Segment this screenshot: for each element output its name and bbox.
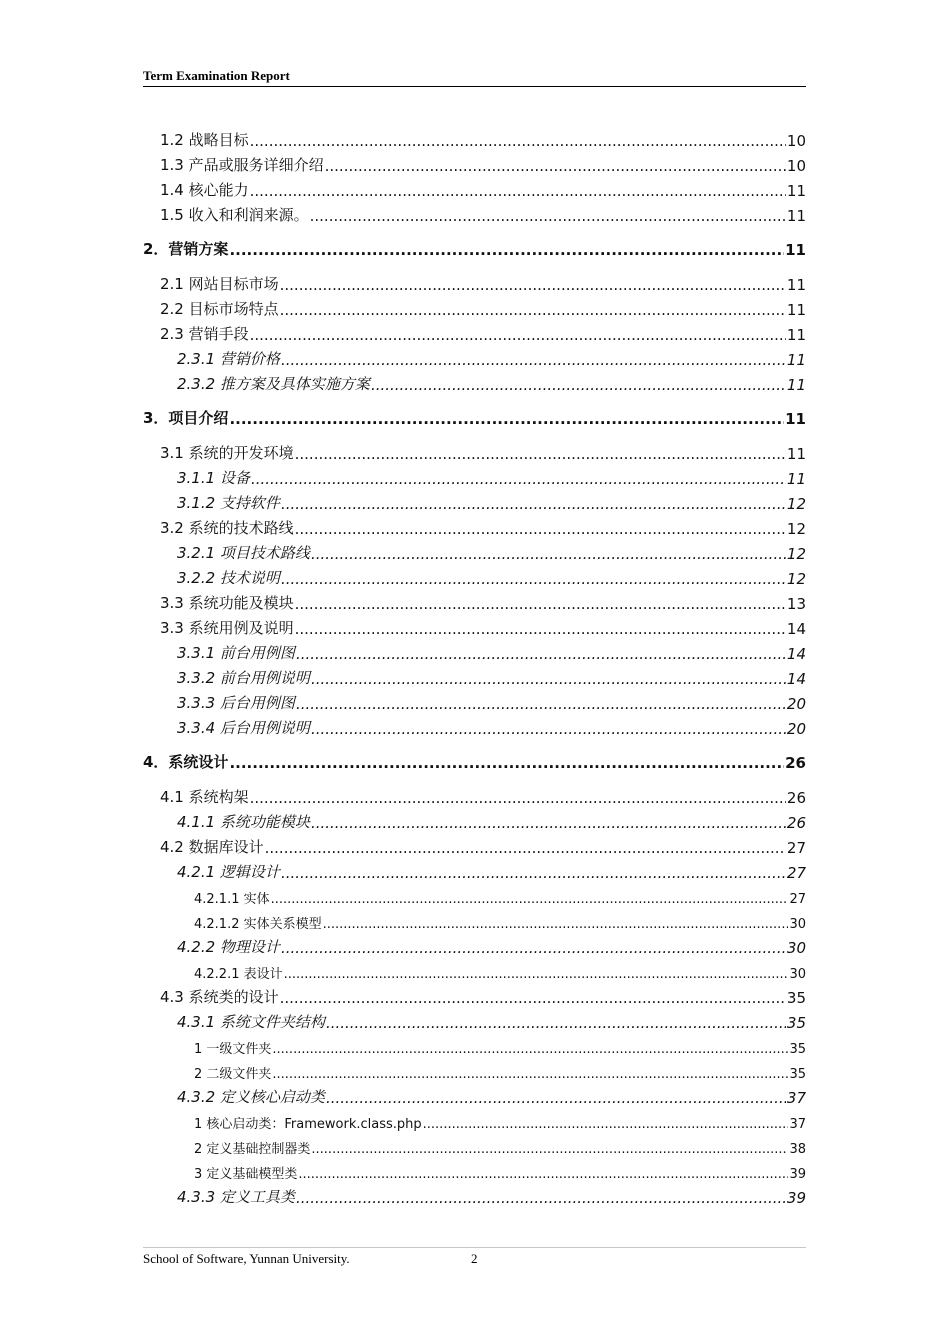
toc-entry-page: 26 [785,754,806,772]
toc-dot-leader [325,157,786,175]
page-header [143,68,806,87]
toc-entry[interactable] [143,488,806,513]
toc-entry-page: 11 [786,207,806,225]
toc-entry[interactable] [143,1182,806,1207]
toc-entry-title: 4.3.2 定义核心启动类 [177,1088,325,1106]
toc-entry-title: 2.2 目标市场特点 [160,300,279,318]
toc-entry-page: 20 [786,720,806,738]
toc-entry-page: 37 [789,1117,806,1132]
table-of-contents [143,125,806,1207]
toc-entry-page: 37 [786,1089,806,1107]
toc-entry[interactable] [143,1057,806,1082]
toc-entry[interactable] [143,563,806,588]
toc-dot-leader [281,495,786,513]
toc-dot-leader [280,989,786,1007]
toc-dot-leader [310,207,786,225]
toc-entry-title: 4.3.3 定义工具类 [177,1188,295,1206]
toc-entry[interactable] [143,175,806,200]
toc-entry[interactable] [143,588,806,613]
toc-entry-page: 13 [786,595,806,613]
toc-entry-title: 3 定义基础模型类 [194,1167,298,1182]
toc-entry-title: 4.2 数据库设计 [160,838,264,856]
toc-entry-page: 12 [786,520,806,538]
toc-entry-page: 11 [786,326,806,344]
toc-entry-page: 11 [786,276,806,294]
toc-entry-title: 3.1 系统的开发环境 [160,444,294,462]
toc-entry[interactable] [143,200,806,225]
toc-entry[interactable] [143,713,806,738]
toc-entry-page: 26 [786,789,806,807]
toc-entry-title: 1.5 收入和利润来源。 [160,206,309,224]
toc-entry[interactable] [143,957,806,982]
toc-entry-title: 1 一级文件夹 [194,1042,272,1057]
toc-entry[interactable] [143,1007,806,1032]
toc-entry-title: 2 二级文件夹 [194,1067,272,1082]
toc-dot-leader [326,1014,786,1032]
toc-dot-leader [295,620,786,638]
toc-entry-title: 4.3.1 系统文件夹结构 [177,1013,325,1031]
toc-dot-leader [251,470,786,488]
toc-dot-leader [280,276,786,294]
toc-dot-leader [311,545,786,563]
toc-entry-page: 11 [786,376,806,394]
toc-dot-leader [265,839,786,857]
toc-entry-title: 4．系统设计 [143,753,229,771]
toc-entry-page: 35 [789,1042,806,1057]
toc-entry[interactable] [143,688,806,713]
toc-dot-leader [311,670,786,688]
toc-entry-page: 11 [786,182,806,200]
footer-school: School of Software, Yunnan University. [143,1251,350,1266]
toc-entry-title: 3.3.2 前台用例说明 [177,669,310,687]
toc-entry[interactable] [143,294,806,319]
toc-entry-page: 35 [789,1067,806,1082]
toc-entry[interactable] [143,613,806,638]
toc-entry-title: 2 定义基础控制器类 [194,1142,311,1157]
toc-entry[interactable] [143,150,806,175]
toc-entry[interactable] [143,344,806,369]
toc-dot-leader [423,1117,789,1132]
toc-entry[interactable] [143,125,806,150]
toc-dot-leader [326,1089,786,1107]
toc-dot-leader [250,182,786,200]
toc-entry[interactable] [143,1132,806,1157]
toc-dot-leader [295,445,786,463]
toc-dot-leader [229,241,784,259]
toc-entry[interactable] [143,1082,806,1107]
toc-entry[interactable] [143,882,806,907]
toc-entry-page: 38 [789,1142,806,1157]
toc-entry[interactable] [143,319,806,344]
toc-entry[interactable] [143,1107,806,1132]
toc-entry-title: 4.2.1 逻辑设计 [177,863,280,881]
toc-entry[interactable] [143,1032,806,1057]
toc-entry-title: 3.3.3 后台用例图 [177,694,295,712]
toc-entry[interactable] [143,538,806,563]
toc-entry-page: 12 [786,495,806,513]
toc-entry[interactable] [143,235,806,259]
toc-entry-page: 27 [786,864,806,882]
toc-dot-leader [250,326,786,344]
toc-entry[interactable] [143,782,806,807]
toc-entry-title: 4.2.2.1 表设计 [194,967,283,982]
toc-entry-title: 1.4 核心能力 [160,181,249,199]
toc-dot-leader [229,754,784,772]
toc-dot-leader [296,695,786,713]
toc-dot-leader [323,917,789,932]
toc-entry[interactable] [143,369,806,394]
toc-entry-page: 11 [785,410,806,428]
toc-entry-page: 14 [786,620,806,638]
toc-entry-title: 1.3 产品或服务详细介绍 [160,156,324,174]
toc-dot-leader [281,864,786,882]
toc-dot-leader [281,939,786,957]
toc-entry-title: 3.2.2 技术说明 [177,569,280,587]
toc-entry[interactable] [143,638,806,663]
toc-dot-leader [311,1142,788,1157]
toc-entry-page: 39 [786,1189,806,1207]
toc-entry[interactable] [143,807,806,832]
toc-entry[interactable] [143,513,806,538]
toc-entry-page: 20 [786,695,806,713]
toc-entry[interactable] [143,663,806,688]
toc-entry-title: 4.1 系统构架 [160,788,249,806]
toc-entry-page: 30 [789,917,806,932]
toc-entry-title: 3．项目介绍 [143,409,229,427]
toc-entry-page: 35 [786,989,806,1007]
toc-entry[interactable] [143,748,806,772]
toc-entry[interactable] [143,907,806,932]
toc-entry-page: 11 [786,445,806,463]
toc-entry-title: 3.2.1 项目技术路线 [177,544,310,562]
toc-entry-page: 39 [789,1167,806,1182]
toc-dot-leader [280,301,786,319]
toc-entry-title: 4.3 系统类的设计 [160,988,279,1006]
toc-entry-title: 3.3.4 后台用例说明 [177,719,310,737]
toc-entry-page: 12 [786,570,806,588]
toc-entry-title: 3.3 系统用例及说明 [160,619,294,637]
toc-dot-leader [295,520,786,538]
toc-dot-leader [296,1189,786,1207]
toc-dot-leader [296,645,786,663]
toc-dot-leader [250,132,786,150]
toc-entry-page: 11 [786,301,806,319]
toc-entry-page: 14 [786,645,806,663]
toc-entry[interactable] [143,982,806,1007]
toc-dot-leader [281,351,786,369]
toc-dot-leader [250,789,786,807]
toc-entry[interactable] [143,269,806,294]
toc-entry-title: 1 核心启动类：Framework.class.php [194,1117,422,1132]
toc-entry-title: 2.3.2 推方案及具体实施方案 [177,375,370,393]
toc-entry-title: 3.1.1 设备 [177,469,250,487]
toc-entry-title: 3.3.1 前台用例图 [177,644,295,662]
toc-entry-page: 11 [786,470,806,488]
toc-dot-leader [272,1042,788,1057]
toc-entry[interactable] [143,438,806,463]
toc-dot-leader [298,1167,788,1182]
toc-dot-leader [371,376,786,394]
toc-entry-title: 3.2 系统的技术路线 [160,519,294,537]
toc-entry-page: 27 [789,892,806,907]
footer-page-number: 2 [471,1251,478,1266]
toc-entry-title: 4.2.1.1 实体 [194,892,270,907]
toc-entry[interactable] [143,463,806,488]
toc-entry-page: 11 [786,351,806,369]
toc-entry-title: 2．营销方案 [143,240,229,258]
toc-entry-title: 1.2 战略目标 [160,131,249,149]
toc-entry[interactable] [143,404,806,428]
toc-entry-title: 3.3 系统功能及模块 [160,594,294,612]
toc-entry[interactable] [143,832,806,857]
toc-dot-leader [271,892,789,907]
toc-dot-leader [281,570,786,588]
toc-entry-page: 14 [786,670,806,688]
toc-entry-title: 2.1 网站目标市场 [160,275,279,293]
toc-entry-page: 10 [786,157,806,175]
toc-dot-leader [295,595,786,613]
toc-entry-title: 4.2.1.2 实体关系模型 [194,917,322,932]
page-footer [143,1247,806,1266]
toc-entry-page: 35 [786,1014,806,1032]
toc-dot-leader [311,720,786,738]
toc-entry-page: 11 [785,241,806,259]
toc-dot-leader [229,410,784,428]
toc-entry-page: 26 [786,814,806,832]
toc-entry-page: 12 [786,545,806,563]
toc-entry[interactable] [143,932,806,957]
toc-entry-title: 4.2.2 物理设计 [177,938,280,956]
header-title: Term Examination Report [143,68,290,83]
toc-entry-page: 10 [786,132,806,150]
toc-dot-leader [272,1067,788,1082]
toc-entry-title: 2.3 营销手段 [160,325,249,343]
toc-entry-page: 30 [786,939,806,957]
toc-entry-page: 30 [789,967,806,982]
toc-entry-title: 3.1.2 支持软件 [177,494,280,512]
toc-entry-title: 2.3.1 营销价格 [177,350,280,368]
toc-entry[interactable] [143,1157,806,1182]
toc-entry-title: 4.1.1 系统功能模块 [177,813,310,831]
toc-dot-leader [311,814,786,832]
toc-dot-leader [284,967,789,982]
toc-entry[interactable] [143,857,806,882]
toc-entry-page: 27 [786,839,806,857]
